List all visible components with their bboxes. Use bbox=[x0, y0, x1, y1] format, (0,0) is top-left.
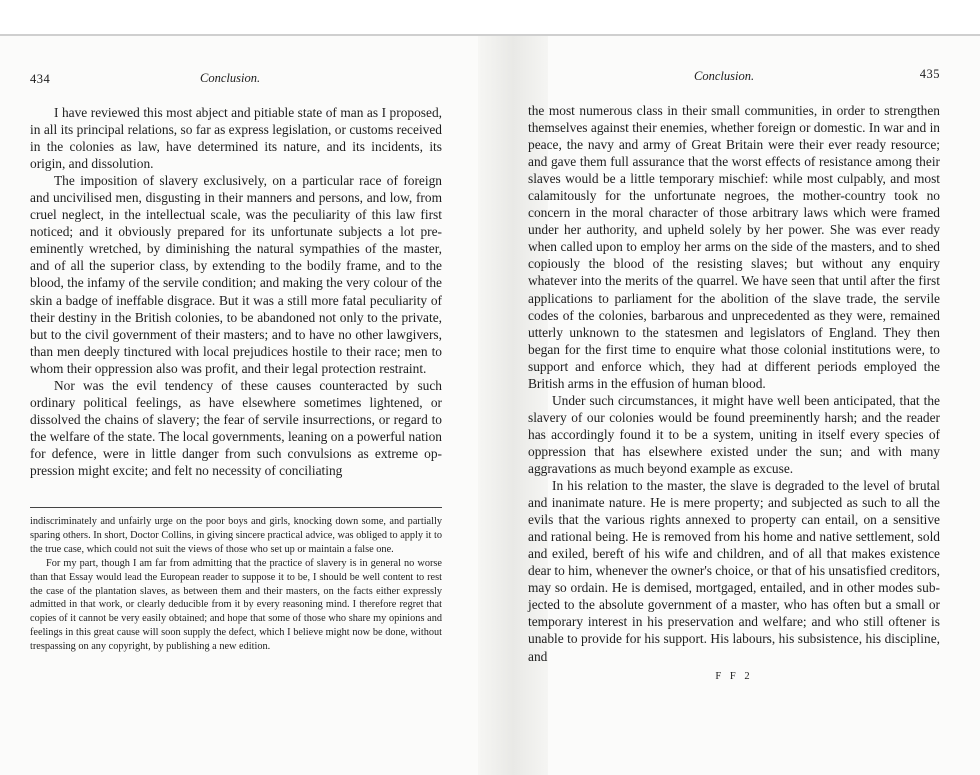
left-paragraph-2: The imposition of slavery exclusively, on a particular race of foreign and uncivilised men, disgusting in their manners and persons, and low, from cruel neglect, in the intellectual scale, was the peculiarity of this law first noticed; and it obviously prepared for its unfortunate subjects a lot pre-eminently wretched, by diminishing the natural sympathies of the master, and of all the superior class, by extending to the bodily frame, and to the blood, the infamy of the servile condition; and making the very colour of the skin a badge of ineffable disgrace. But it was a still more fatal peculiarity of their destiny in the British colonies, to be abandoned not only to the private, but to the civil government of their masters; and to have no other lawgivers, than men deeply tinctured with local prejudices hostile to their race; men to whom their oppression also was profit, and their legal protection restraint. bbox=[30, 173, 442, 376]
right-running-title: Conclusion. bbox=[694, 69, 755, 83]
right-page bbox=[528, 62, 940, 682]
left-paragraph-1: I have reviewed this most abject and pitiable state of man as I proposed, in all its principal relations, so far as express legislation, or customs received in the colonies as law, have determined its nature, and its incidents, its origin, and dissolution. bbox=[30, 105, 442, 172]
left-body-text bbox=[30, 104, 442, 479]
right-running-head bbox=[528, 62, 940, 82]
right-paragraph-3: In his relation to the master, the slave is degraded to the level of brutal and inanimate nature. He is mere property; and subjected as such to all the evils that the various rights annexed to property can entail, on a sensitive and rational being. He is removed from his home and native settlement, sold and exiled, bereft of his wife and children, and of all that makes existence dear to him, whenever the owner's choice, or that of his unsatisfied creditors, may so ordain. He is demised, mortgaged, entailed, and in other modes subjected to the absolute government of a master, who has often but a small or temporary interest in his preservation and welfare; and who still oftener is unable to provide for his support. His labours, his subsistence, his discipline, and bbox=[528, 478, 940, 664]
scan-top-margin bbox=[0, 0, 980, 36]
footnote-paragraph: For my part, though I am far from admitting that the practice of slavery is in general no worse than that Essay would lead the European reader to suppose it to be, I should be well content to rest the case of the plantation slaves, as between them and their masters, on the facts either expressly admitted in that work, or clearly deducible from it by every reasoning mind. I therefore regret that copies of it cannot be very easily obtained; and hope that some of those who share my opinions and feelings in this great cause will soon supply the defect, which I believe might now be done, without trespassing on any copyright, by publishing a new edition. bbox=[30, 557, 442, 653]
left-running-head bbox=[30, 62, 442, 86]
signature-mark: F F 2 bbox=[715, 670, 753, 682]
right-page-number: 435 bbox=[919, 67, 940, 81]
left-page-number: 434 bbox=[30, 72, 51, 86]
left-running-title: Conclusion. bbox=[200, 71, 261, 85]
right-paragraph-2: Under such circumstances, it might have well been anticipated, that the slavery of our colonies would be found preeminently harsh; and the reader has accordingly found it to be a system, uniting in itself every species of oppression that has elsewhere existed under the sun; and with many aggravations as much beyond example as excuse. bbox=[528, 392, 940, 476]
footnote-divider bbox=[30, 507, 442, 508]
footnotes bbox=[30, 515, 442, 654]
footnote-continuation: indiscriminately and unfairly urge on the poor boys and girls, knocking down some, and partially sparing others. In short, Doctor Collins, in giving sincere practical advice, was obliged to apply it to the true case, which could not suit the views of those who set up or maintain a false one. bbox=[30, 516, 442, 555]
left-paragraph-3: Nor was the evil tendency of these causes counteracted by such ordinary political feelings, as have elsewhere sometimes lightened, or dissolved the chains of slavery; the fear of servile insurrections, or regard to the welfare of the state. The local governments, leaning on a powerful nation for defence, were in little danger from such convulsions as extreme oppression might excite; and felt no necessity of conciliating bbox=[30, 377, 442, 478]
right-paragraph-1: the most numerous class in their small communities, in order to strengthen themselves against their enemies, whether foreign or domestic. In war and in peace, the navy and army of Great Britain were their ever ready resource; and gave them full assurance that the worst effects of resistance among their slaves would be a little temporary mischief: while most culpably, and most calamitously for the unfortunate negroes, the mother-country took no concern in the moral character of those arbitrary laws which were framed under her authority, and upheld solely by her power. She was ever ready when called upon to employ her arms on the side of the masters, and to shed copiously the blood of the resisting slaves; but without any enquiry whatever into the merits of the quarrel. We have seen that until after the first applications to parliament for the abolition of the slave trade, the servile codes of the colonies, barbarous and unprecedented as they were, remained utterly unknown to the statesmen and legislators of England. They then began for the first time to enquire what those colonial institutions were, to support and enforce which, they had at different periods employed the British arms in the effusion of human blood. bbox=[528, 103, 940, 391]
right-body-text bbox=[528, 102, 940, 665]
left-page bbox=[30, 62, 442, 654]
